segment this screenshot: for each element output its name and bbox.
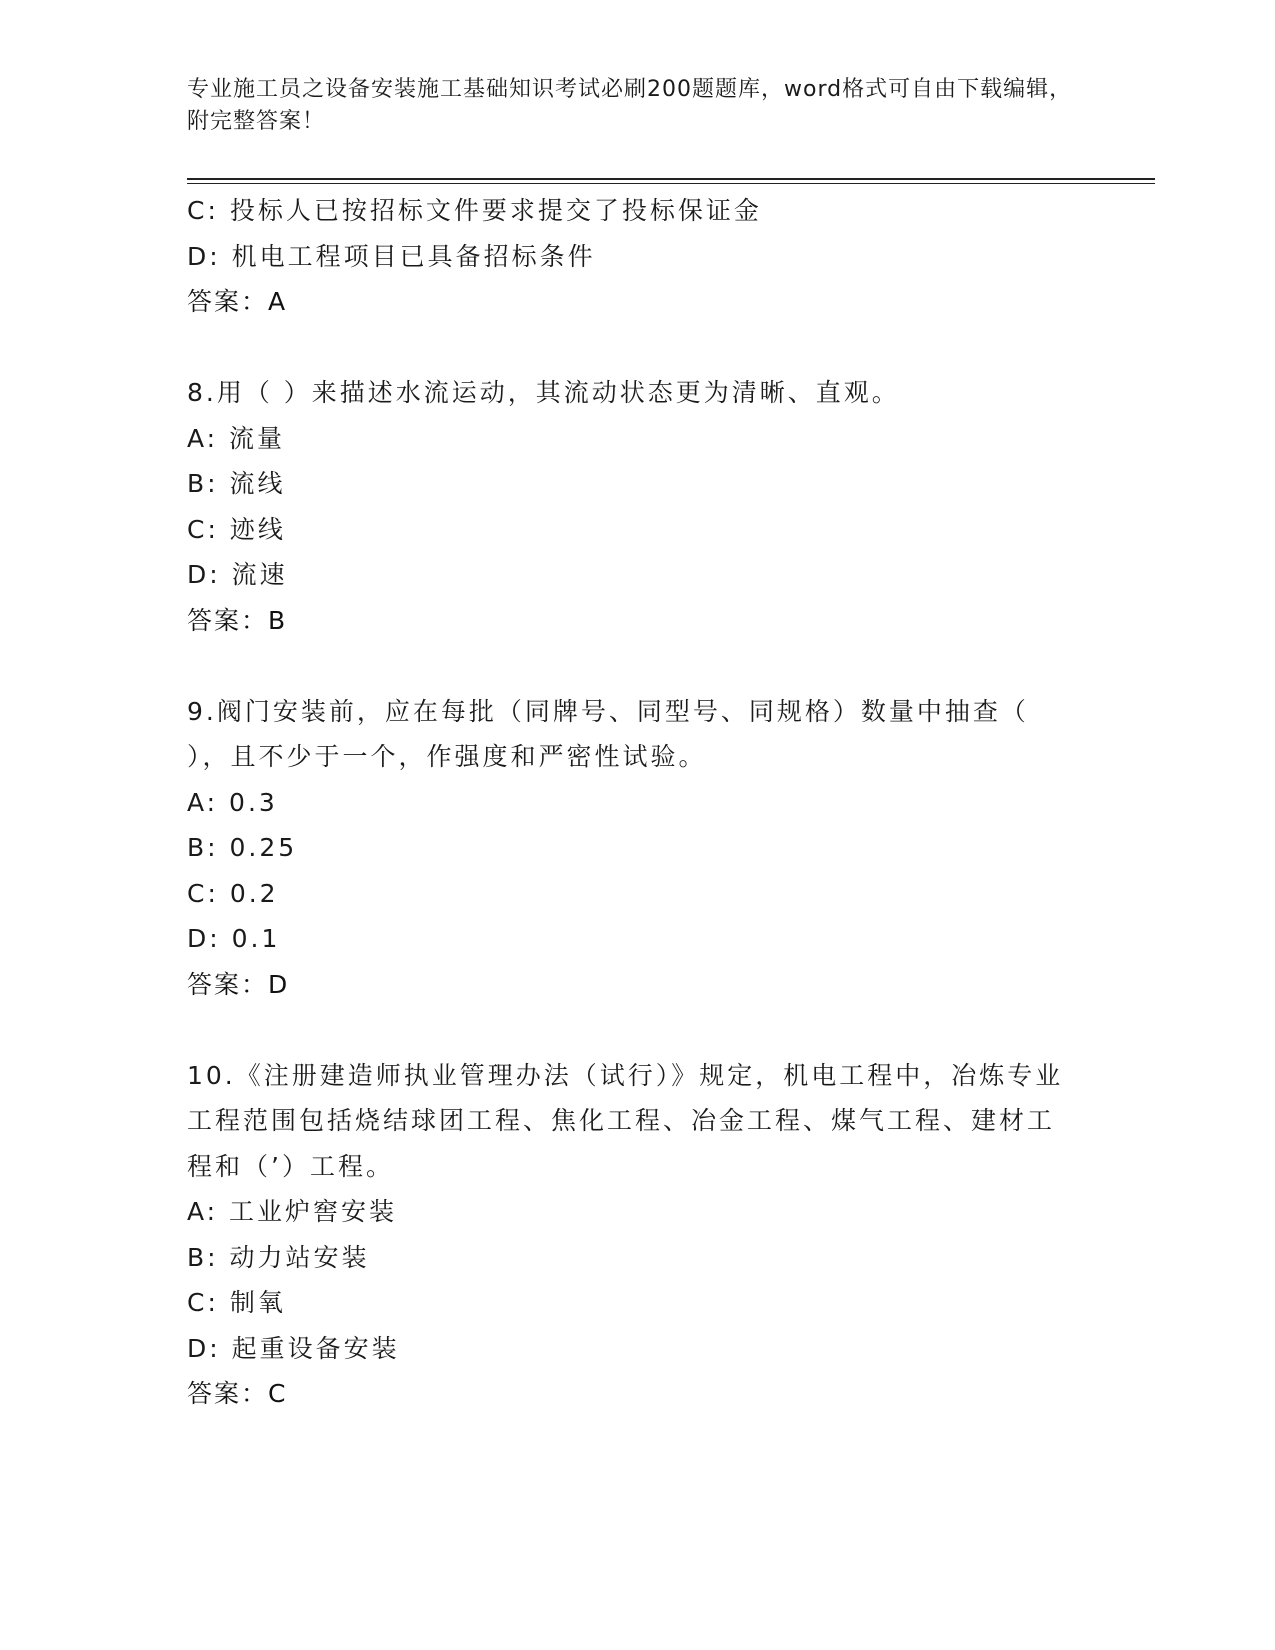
option-b: B: 0.25 [187, 833, 298, 862]
question-list [187, 188, 1087, 1417]
document-header: 专业施工员之设备安装施工基础知识考试必刷200题题库，word格式可自由下载编辑，附完整答案！ [187, 77, 1073, 134]
option-a: A: 0.3 [187, 787, 278, 817]
spacer [187, 1007, 1087, 1053]
option-d: D: 起重设备安装 [187, 1333, 400, 1363]
header-divider-thick [187, 178, 1155, 180]
question-block-7 [187, 188, 1087, 325]
question-stem: 9.阀门安装前，应在每批（同牌号、同型号、同规格）数量中抽查（ ），且不少于一个，作强度和严密性试验。 [187, 696, 1029, 771]
answer-line: 答案：B [187, 605, 288, 635]
option-c: C: 制氧 [187, 1288, 286, 1317]
option-b: B: 流线 [187, 469, 286, 498]
header-divider-thin [187, 183, 1155, 184]
option-d: D: 机电工程项目已具备招标条件 [187, 241, 596, 271]
answer-line: 答案：A [187, 287, 288, 316]
question-block-8 [187, 370, 1087, 643]
spacer [187, 643, 1087, 689]
question-block-9 [187, 689, 1087, 1008]
option-d: D: 0.1 [187, 924, 281, 953]
question-block-10 [187, 1053, 1087, 1417]
option-c: C: 0.2 [187, 878, 279, 908]
option-c: C: 迹线 [187, 514, 286, 544]
spacer [187, 325, 1087, 371]
option-c: C: 投标人已按招标文件要求提交了投标保证金 [187, 196, 762, 225]
answer-line: 答案：C [187, 1379, 288, 1408]
answer-line: 答案：D [187, 969, 290, 999]
option-d: D: 流速 [187, 560, 288, 589]
question-stem: 8.用（ ）来描述水流运动，其流动状态更为清晰、直观。 [187, 378, 900, 407]
option-b: B: 动力站安装 [187, 1242, 370, 1272]
option-a: A: 流量 [187, 423, 286, 453]
option-a: A: 工业炉窖安装 [187, 1197, 398, 1226]
question-stem: 10.《注册建造师执业管理办法（试行）》规定，机电工程中，冶炼专业工程范围包括烧结球团工程、焦化工程、冶金工程、煤气工程、建材工程和（’）工程。 [187, 1060, 1064, 1181]
